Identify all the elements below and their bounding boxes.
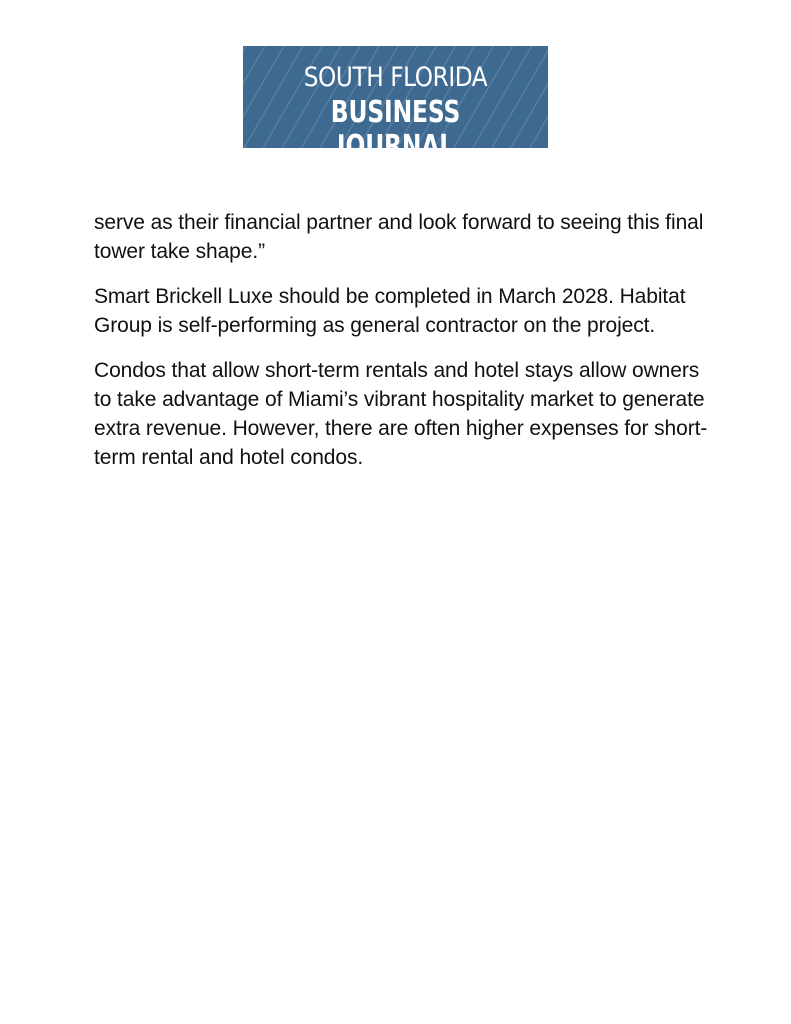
- publication-logo: [243, 46, 548, 164]
- article-paragraph: Condos that allow short-term rentals and hotel stays allow owners to take advantage of Miami’s vibrant hospitality market to generate extra revenue. However, there are often higher expenses for short-term rental and hotel condos.: [94, 359, 708, 469]
- article-body: [94, 208, 714, 488]
- logo-line-south-florida: SOUTH FLORIDA: [303, 62, 488, 93]
- logo-line-business-journal: BUSINESS JOURNAL: [330, 95, 461, 164]
- article-paragraph: Smart Brickell Luxe should be completed in March 2028. Habitat Group is self-performing as general contractor on the project.: [94, 285, 686, 337]
- article-paragraph: serve as their financial partner and look forward to seeing this final tower take shape.”: [94, 211, 704, 263]
